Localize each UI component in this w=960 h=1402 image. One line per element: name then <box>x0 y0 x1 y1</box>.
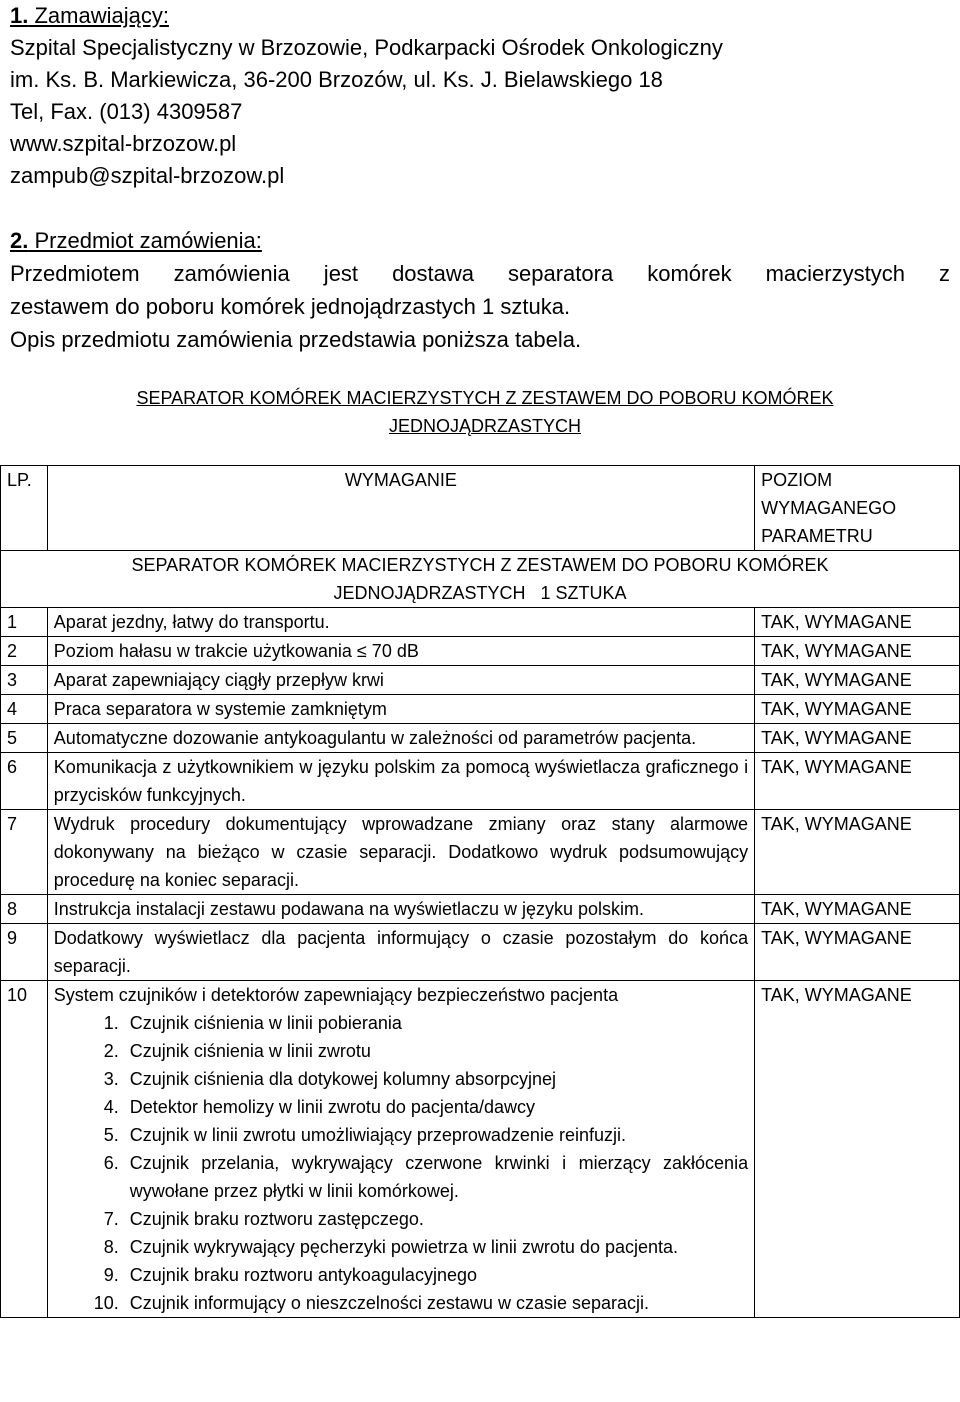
table-title-line-2: JEDNOJĄDRZASTYCH <box>388 416 581 436</box>
header-level-line-2: WYMAGANEGO <box>761 498 897 518</box>
sensor-item: 4. Detektor hemolizy w linii zwrotu do pacjenta/dawcy <box>124 1093 748 1121</box>
row-value: TAK, WYMAGANE <box>755 753 960 810</box>
row-value: TAK, WYMAGANE <box>755 981 960 1318</box>
table-header-row <box>1 466 960 551</box>
row-lp: 2 <box>1 637 48 666</box>
sensor-item: 7. Czujnik braku roztworu zastępczego. <box>124 1205 748 1233</box>
table-row <box>1 924 960 981</box>
hospital-name: Szpital Specjalistyczny w Brzozowie, Podkarpacki Ośrodek Onkologiczny <box>10 35 723 60</box>
table-title-line-1: SEPARATOR KOMÓREK MACIERZYSTYCH Z ZESTAWEM DO POBORU KOMÓREK <box>136 388 834 408</box>
table-row <box>1 724 960 753</box>
hospital-phone: Tel, Fax. (013) 4309587 <box>10 99 243 124</box>
section-2-number: 2. <box>10 228 29 253</box>
row-value: TAK, WYMAGANE <box>755 666 960 695</box>
row-value: TAK, WYMAGANE <box>755 724 960 753</box>
hospital-address: im. Ks. B. Markiewicza, 36-200 Brzozów, ul. Ks. J. Bielawskiego 18 <box>10 67 663 92</box>
section-2-heading <box>10 224 950 257</box>
requirements-table <box>0 465 960 1318</box>
row-requirement: Wydruk procedury dokumentujący wprowadzane zmiany oraz stany alarmowe dokonywany na bieżąco w czasie separacji. Dodatkowo wydruk podsumowujący procedurę na koniec separacji. <box>47 810 754 895</box>
table-row <box>1 637 960 666</box>
sensor-item: 8. Czujnik wykrywający pęcherzyki powietrza w linii zwrotu do pacjenta. <box>124 1233 748 1261</box>
header-lp: LP. <box>1 466 48 551</box>
section-1-heading <box>10 0 950 32</box>
table-title <box>60 384 910 440</box>
table-subheader-row <box>1 551 960 608</box>
table-row <box>1 608 960 637</box>
header-level <box>755 466 960 551</box>
sensor-item: 9. Czujnik braku roztworu antykoagulacyjnego <box>124 1261 748 1289</box>
row-value: TAK, WYMAGANE <box>755 695 960 724</box>
section-1-number: 1. <box>10 3 29 28</box>
sensor-item: 1. Czujnik ciśnienia w linii pobierania <box>124 1009 748 1037</box>
section-1-title: Zamawiający: <box>28 3 169 28</box>
row-lp: 10 <box>1 981 48 1318</box>
table-row <box>1 981 960 1318</box>
header-level-line-1: POZIOM <box>761 470 833 490</box>
row-lp: 5 <box>1 724 48 753</box>
row-requirement: Automatyczne dozowanie antykoagulantu w zależności od parametrów pacjenta. <box>47 724 754 753</box>
hospital-website: www.szpital-brzozow.pl <box>10 131 237 156</box>
sensor-item: 10. Czujnik informujący o nieszczelności zestawu w czasie separacji. <box>124 1289 748 1317</box>
row-lp: 1 <box>1 608 48 637</box>
subject-paragraph-line-2: zestawem do poboru komórek jednojądrzastych 1 sztuka. <box>10 294 571 319</box>
table-row <box>1 666 960 695</box>
row-lp: 3 <box>1 666 48 695</box>
sensor-item: 6. Czujnik przelania, wykrywający czerwone krwinki i mierzący zakłócenia wywołane przez płytki w linii komórkowej. <box>124 1149 748 1205</box>
row-requirement: Komunikacja z użytkownikiem w języku polskim za pomocą wyświetlacza graficznego i przycisków funkcyjnych. <box>47 753 754 810</box>
table-row <box>1 810 960 895</box>
row-requirement <box>47 981 754 1318</box>
sensor-item: 2. Czujnik ciśnienia w linii zwrotu <box>124 1037 748 1065</box>
row-requirement: Praca separatora w systemie zamkniętym <box>47 695 754 724</box>
table-row <box>1 695 960 724</box>
row-lp: 6 <box>1 753 48 810</box>
subheader-line-2: JEDNOJĄDRZASTYCH 1 SZTUKA <box>333 583 627 603</box>
row-lp: 8 <box>1 895 48 924</box>
table-row <box>1 753 960 810</box>
sensor-item: 5. Czujnik w linii zwrotu umożliwiający przeprowadzenie reinfuzji. <box>124 1121 748 1149</box>
section-2-subject <box>10 224 950 356</box>
row-requirement: Aparat zapewniający ciągły przepływ krwi <box>47 666 754 695</box>
row-requirement: Poziom hałasu w trakcie użytkowania ≤ 70 dB <box>47 637 754 666</box>
row-value: TAK, WYMAGANE <box>755 895 960 924</box>
row-value: TAK, WYMAGANE <box>755 637 960 666</box>
row-value: TAK, WYMAGANE <box>755 924 960 981</box>
row-value: TAK, WYMAGANE <box>755 608 960 637</box>
row-lp: 9 <box>1 924 48 981</box>
header-level-line-3: PARAMETRU <box>761 526 873 546</box>
sensors-system-label: System czujników i detektorów zapewniający bezpieczeństwo pacjenta <box>53 985 619 1005</box>
row-requirement: Aparat jezdny, łatwy do transportu. <box>47 608 754 637</box>
row-lp: 4 <box>1 695 48 724</box>
sensor-item: 3. Czujnik ciśnienia dla dotykowej kolumny absorpcyjnej <box>124 1065 748 1093</box>
row-lp: 7 <box>1 810 48 895</box>
header-requirement: WYMAGANIE <box>47 466 754 551</box>
subject-paragraph-line-1: Przedmiotem zamówienia jest dostawa separatora komórek macierzystych z <box>10 261 950 286</box>
hospital-email: zampub@szpital-brzozow.pl <box>10 163 285 188</box>
row-requirement: Dodatkowy wyświetlacz dla pacjenta informujący o czasie pozostałym do końca separacji. <box>47 924 754 981</box>
table-subheader <box>1 551 960 608</box>
sensor-list <box>54 1009 748 1317</box>
subheader-line-1: SEPARATOR KOMÓREK MACIERZYSTYCH Z ZESTAWEM DO POBORU KOMÓREK <box>131 555 829 575</box>
section-1-contracting-authority <box>10 0 950 192</box>
table-row <box>1 895 960 924</box>
section-2-title: Przedmiot zamówienia: <box>28 228 262 253</box>
row-value: TAK, WYMAGANE <box>755 810 960 895</box>
row-requirement: Instrukcja instalacji zestawu podawana na wyświetlaczu w języku polskim. <box>47 895 754 924</box>
subject-note: Opis przedmiotu zamówienia przedstawia poniższa tabela. <box>10 327 582 352</box>
